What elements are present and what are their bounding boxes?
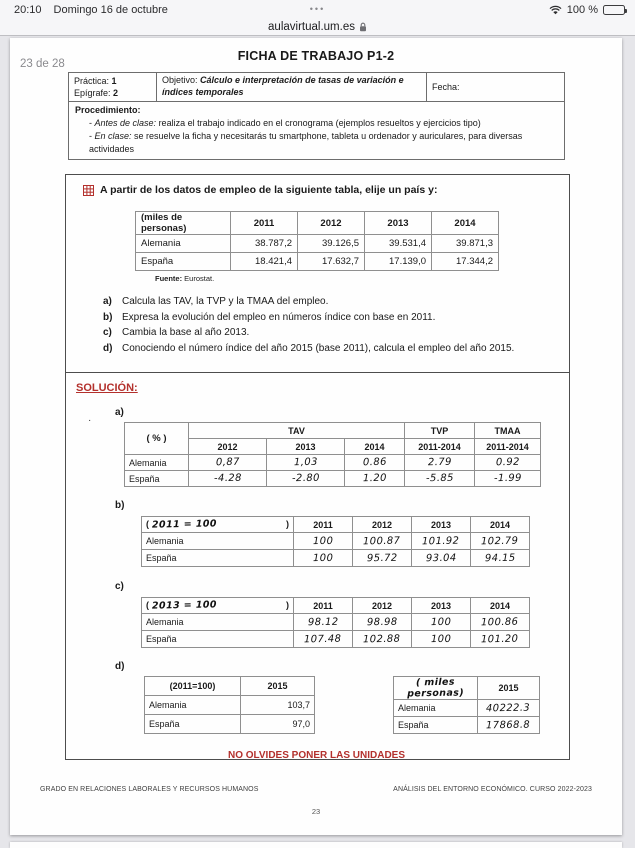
handwritten-value: 93.04	[425, 552, 457, 565]
handwritten-value: 100	[312, 552, 334, 565]
country-label: España	[136, 253, 231, 271]
table-header-row	[136, 212, 499, 235]
table-row	[394, 717, 540, 734]
country-label: España	[142, 631, 294, 648]
table-row	[394, 700, 540, 717]
paren: (	[146, 600, 149, 611]
objetivo-cell	[157, 73, 427, 102]
lock-icon	[359, 22, 367, 32]
handwritten-value: -2.80	[291, 473, 320, 485]
procedimiento-item-1	[75, 117, 558, 130]
handwritten-dot: ·	[88, 415, 92, 427]
year-header: 2014	[471, 517, 530, 533]
data-cell: 17.139,0	[365, 253, 432, 271]
question-items	[103, 294, 559, 356]
employment-data-table	[135, 211, 499, 271]
data-cell: 17.632,7	[298, 253, 365, 271]
year-header: 2014	[432, 212, 499, 235]
handwritten-value: 107.48	[304, 633, 342, 646]
next-page-edge[interactable]	[10, 842, 622, 848]
handwritten-value: 100.86	[481, 616, 519, 629]
exercise-box	[65, 174, 570, 760]
battery-percent: 100 %	[566, 4, 598, 16]
handwritten-value: 98.98	[366, 616, 398, 629]
table-row	[142, 614, 530, 631]
year-header: 2013	[267, 439, 345, 455]
question-item-b	[103, 310, 559, 326]
country-label: Alemania	[136, 235, 231, 253]
practica-cell	[69, 73, 157, 102]
status-date: Domingo 16 de octubre	[53, 4, 168, 16]
handwritten-value: 94.15	[484, 552, 516, 565]
handwritten-value: 1,03	[293, 457, 318, 469]
question-item-d	[103, 341, 559, 357]
document-title: FICHA DE TRABAJO P1-2	[237, 49, 395, 63]
fecha-cell	[427, 73, 565, 102]
handwritten-value: 102.79	[481, 535, 519, 548]
procedimiento-label: Procedimiento:	[75, 105, 141, 116]
corner-header: (miles de personas)	[136, 212, 231, 235]
paren: )	[286, 600, 289, 611]
solution-table-d-index	[144, 676, 315, 734]
handwritten-value: 101.20	[481, 633, 519, 646]
battery-icon	[603, 5, 625, 15]
item-key: b)	[103, 311, 113, 323]
solution-part-d-key: d)	[115, 661, 125, 673]
practica-value: 1	[111, 76, 117, 86]
solution-table-c	[141, 597, 530, 648]
grid-icon	[83, 185, 94, 196]
footer-page-number: 23	[311, 807, 321, 816]
handwritten-value: 0.86	[362, 457, 387, 469]
table-row	[136, 235, 499, 253]
year-header: 2012	[298, 212, 365, 235]
range-header: 2011-2014	[475, 439, 541, 455]
data-cell: 39.531,4	[365, 235, 432, 253]
table-row	[145, 715, 315, 734]
handwritten-value: 95.72	[366, 552, 398, 565]
solution-table-b	[141, 516, 530, 567]
page-indicator: 23 de 28	[20, 58, 65, 70]
year-header: 2014	[471, 598, 530, 614]
epigrafe-value: 2	[113, 88, 119, 99]
document-footer	[40, 786, 592, 793]
footer-degree: GRADO EN RELACIONES LABORALES Y RECURSOS HUMANOS	[40, 786, 259, 793]
item-text: Conociendo el número índice del año 2015 (base 2011), calcula el empleo del año 2015.	[122, 342, 515, 354]
data-cell: 39.126,5	[298, 235, 365, 253]
table-row	[136, 253, 499, 271]
country-label: España	[394, 717, 478, 734]
table-header-row	[142, 517, 530, 533]
browser-chrome	[0, 0, 635, 36]
year-header: 2012	[353, 598, 412, 614]
handwritten-value: 100.87	[363, 535, 401, 548]
year-header: 2011	[294, 598, 353, 614]
handwritten-value: 100	[430, 633, 452, 646]
year-header: 2014	[345, 439, 405, 455]
handwritten-value: 100	[430, 616, 452, 629]
handwritten-value: 102.88	[363, 633, 401, 646]
solution-table-d-employment	[393, 676, 540, 734]
clock: 20:10	[14, 4, 42, 16]
fecha-label: Fecha:	[432, 82, 460, 93]
handwritten-base-label: 2013 = 100	[151, 599, 217, 613]
year-header: 2015	[241, 677, 315, 696]
table-header-row	[145, 677, 315, 696]
item-key: d)	[103, 342, 113, 354]
corner-header	[142, 517, 294, 533]
handwritten-value: 17868.8	[486, 719, 531, 732]
year-header: 2012	[353, 517, 412, 533]
data-cell: 17.344,2	[432, 253, 499, 271]
country-label: España	[125, 471, 189, 487]
year-header: 2011	[294, 517, 353, 533]
handwritten-value: -4.28	[213, 473, 242, 485]
solution-part-b-key: b)	[115, 500, 125, 512]
table-header-row	[394, 677, 540, 700]
tmaa-header: TMAA	[475, 423, 541, 439]
worksheet-header-table	[68, 72, 565, 160]
data-cell: 39.871,3	[432, 235, 499, 253]
country-label: España	[142, 550, 294, 567]
corner-header	[142, 598, 294, 614]
proc1-lead: Antes de clase:	[94, 118, 157, 129]
practica-label: Práctica:	[74, 76, 110, 86]
handwritten-value: 98.12	[307, 616, 339, 629]
pdf-viewer[interactable]	[0, 36, 635, 848]
item-key: a)	[103, 296, 112, 308]
dash: -	[89, 131, 92, 142]
table-header-row	[125, 423, 541, 439]
solution-part-c-key: c)	[115, 581, 124, 593]
question-section	[66, 175, 569, 373]
solution-part-a-key: a)	[115, 407, 124, 419]
question-item-c	[103, 325, 559, 341]
solution-section	[66, 373, 569, 762]
year-header: 2012	[189, 439, 267, 455]
handwritten-value: 1.20	[362, 473, 387, 485]
question-prompt: A partir de los datos de empleo de la siguiente tabla, elije un país y:	[100, 184, 438, 197]
data-cell: 38.787,2	[231, 235, 298, 253]
year-header: 2013	[365, 212, 432, 235]
procedimiento-cell	[69, 102, 565, 160]
country-label: Alemania	[394, 700, 478, 717]
solution-table-a	[124, 422, 541, 487]
tvp-header: TVP	[405, 423, 475, 439]
proc2-lead: En clase:	[94, 131, 132, 142]
source-label: Fuente:	[155, 274, 183, 284]
handwritten-value: 100	[312, 535, 334, 548]
objetivo-label: Objetivo:	[162, 75, 198, 85]
handwritten-value: 101.92	[422, 535, 460, 548]
solution-heading: SOLUCIÓN:	[76, 382, 138, 395]
epigrafe-label: Epígrafe:	[74, 88, 111, 99]
table-header-row	[142, 598, 530, 614]
country-label: Alemania	[142, 533, 294, 550]
handwritten-value: -1.99	[493, 473, 522, 485]
table-row	[142, 550, 530, 567]
objetivo-value: Cálculo e interpretación de tasas de variación e índices temporales	[162, 75, 404, 97]
country-label: España	[145, 715, 241, 734]
corner-header: (2011=100)	[145, 677, 241, 696]
corner-header: ( % )	[125, 423, 189, 455]
dash: -	[89, 118, 92, 129]
corner-header	[394, 677, 478, 700]
paren: (	[146, 519, 149, 530]
handwritten-value: 40222.3	[486, 702, 531, 715]
tav-header: TAV	[189, 423, 405, 439]
year-header: 2011	[231, 212, 298, 235]
handwritten-value: 0,87	[215, 457, 240, 469]
procedimiento-item-2	[75, 130, 558, 156]
country-label: Alemania	[142, 614, 294, 631]
table-source	[155, 274, 559, 283]
handwritten-units-label: ( miles personas)	[407, 677, 465, 700]
item-text: Cambia la base al año 2013.	[122, 327, 250, 339]
table-row	[125, 455, 541, 471]
data-cell: 97,0	[241, 715, 315, 734]
tab-overview-dots[interactable]: •••	[309, 4, 326, 14]
table-row	[142, 533, 530, 550]
table-row	[142, 631, 530, 648]
table-row	[145, 696, 315, 715]
country-label: Alemania	[125, 455, 189, 471]
proc1-text: realiza el trabajo indicado en el cronograma (ejemplos resueltos y ejercicios tipo)	[156, 118, 481, 129]
address-bar[interactable]	[0, 18, 635, 36]
item-text: Calcula las TAV, la TVP y la TMAA del empleo.	[122, 296, 329, 308]
table-row	[125, 471, 541, 487]
source-value: Eurostat.	[182, 274, 215, 284]
handwritten-value: 2.79	[427, 457, 452, 469]
document-page	[10, 38, 622, 835]
year-header: 2013	[412, 598, 471, 614]
data-cell: 18.421,4	[231, 253, 298, 271]
handwritten-value: 0.92	[495, 457, 520, 469]
paren: )	[286, 519, 289, 530]
handwritten-base-label: 2011 = 100	[151, 518, 217, 532]
item-text: Expresa la evolución del empleo en números índice con base en 2011.	[122, 311, 436, 323]
question-item-a	[103, 294, 559, 310]
range-header: 2011-2014	[405, 439, 475, 455]
item-key: c)	[103, 327, 112, 339]
country-label: Alemania	[145, 696, 241, 715]
handwritten-value: -5.85	[425, 473, 454, 485]
data-cell: 103,7	[241, 696, 315, 715]
footer-course: ANÁLISIS DEL ENTORNO ECONÓMICO. CURSO 2022-2023	[393, 786, 592, 793]
year-header: 2015	[478, 677, 540, 700]
status-bar	[0, 0, 635, 18]
wifi-icon	[549, 5, 562, 15]
proc2-text: se resuelve la ficha y necesitarás tu smartphone, tableta u ordenador y auriculares, para diversas actividades	[89, 131, 523, 155]
url-text[interactable]: aulavirtual.um.es	[268, 20, 355, 33]
units-reminder: NO OLVIDES PONER LAS UNIDADES	[227, 750, 406, 762]
year-header: 2013	[412, 517, 471, 533]
